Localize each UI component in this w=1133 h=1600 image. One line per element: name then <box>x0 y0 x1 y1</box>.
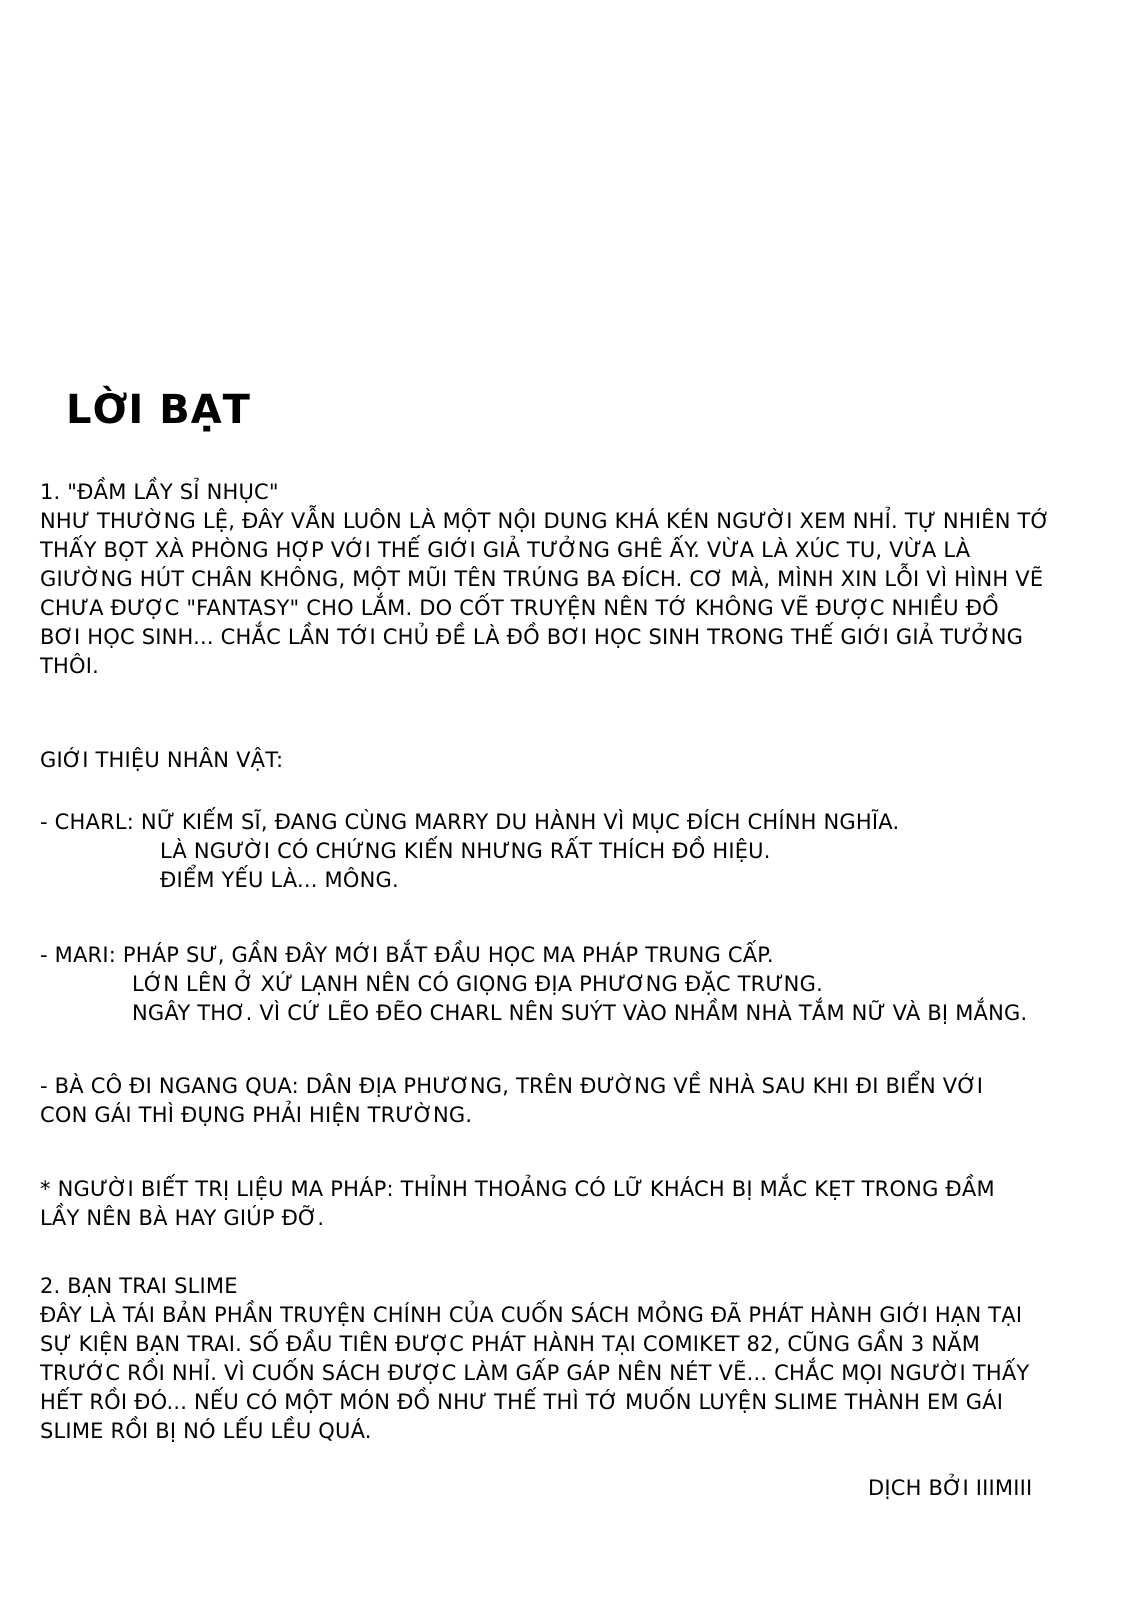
section-1-line-6: THÔI. <box>40 654 100 678</box>
section-1-line-4: CHƯA ĐƯỢC "FANTASY" CHO LẮM. DO CỐT TRUYỆN NÊN TỚ KHÔNG VẼ ĐƯỢC NHIỀU ĐỒ <box>40 596 999 620</box>
footnote <box>40 1175 995 1233</box>
character-passing-lady <box>40 1072 983 1130</box>
lady-line-2: CON GÁI THÌ ĐỤNG PHẢI HIỆN TRƯỜNG. <box>40 1103 473 1127</box>
characters-heading-block <box>40 746 283 775</box>
section-1-line-2: THẤY BỌT XÀ PHÒNG HỢP VỚI THẾ GIỚI GIẢ TƯỞNG GHÊ ẤY. VỪA LÀ XÚC TU, VỪA LÀ <box>40 538 971 562</box>
section-2-line-2: SỰ KIỆN BẠN TRAI. SỐ ĐẦU TIÊN ĐƯỢC PHÁT HÀNH TẠI COMIKET 82, CŨNG GẦN 3 NĂM <box>40 1332 981 1356</box>
charl-line-2: LÀ NGƯỜI CÓ CHỨNG KIẾN NHƯNG RẤT THÍCH ĐỒ HIỆU. <box>160 839 771 863</box>
section-2-line-5: SLIME RỒI BỊ NÓ LẾU LỀU QUÁ. <box>40 1419 372 1443</box>
note-line-1: * NGƯỜI BIẾT TRỊ LIỆU MA PHÁP: THỈNH THOẢNG CÓ LỮ KHÁCH BỊ MẮC KẸT TRONG ĐẦM <box>40 1177 995 1201</box>
characters-heading: GIỚI THIỆU NHÂN VẬT: <box>40 748 284 772</box>
section-1-line-1: NHƯ THƯỜNG LỆ, ĐÂY VẪN LUÔN LÀ MỘT NỘI DUNG KHÁ KÉN NGƯỜI XEM NHỈ. TỰ NHIÊN TỚ <box>40 509 1050 533</box>
section-1-line-5: BƠI HỌC SINH... CHẮC LẦN TỚI CHỦ ĐỀ LÀ ĐỒ BƠI HỌC SINH TRONG THẾ GIỚI GIẢ TƯỞNG <box>40 625 1024 649</box>
mari-line-1: - MARI: PHÁP SƯ, GẦN ĐÂY MỚI BẮT ĐẦU HỌC MA PHÁP TRUNG CẤP. <box>40 943 774 967</box>
section-2-line-3: TRƯỚC RỒI NHỈ. VÌ CUỐN SÁCH ĐƯỢC LÀM GẤP GÁP NÊN NÉT VẼ... CHẮC MỌI NGƯỜI THẤY <box>40 1361 1030 1385</box>
section-1 <box>40 478 1050 681</box>
section-2-heading: 2. BẠN TRAI SLIME <box>40 1274 238 1298</box>
charl-line-3: ĐIỂM YẾU LÀ... MÔNG. <box>160 868 399 892</box>
section-2-line-1: ĐÂY LÀ TÁI BẢN PHẦN TRUYỆN CHÍNH CỦA CUỐN SÁCH MỎNG ĐÃ PHÁT HÀNH GIỚI HẠN TẠI <box>40 1303 1023 1327</box>
page-title: LỜI BẠT <box>66 387 251 433</box>
section-1-line-3: GIƯỜNG HÚT CHÂN KHÔNG, MỘT MŨI TÊN TRÚNG BA ĐÍCH. CƠ MÀ, MÌNH XIN LỖI VÌ HÌNH VẼ <box>40 567 1044 591</box>
mari-line-2: LỚN LÊN Ở XỨ LẠNH NÊN CÓ GIỌNG ĐỊA PHƯƠNG ĐẶC TRƯNG. <box>132 972 823 996</box>
section-2-line-4: HẾT RỒI ĐÓ... NẾU CÓ MỘT MÓN ĐỒ NHƯ THẾ THÌ TỚ MUỐN LUYỆN SLIME THÀNH EM GÁI <box>40 1390 1004 1414</box>
character-mari <box>40 941 1027 1028</box>
character-charl <box>40 808 899 895</box>
mari-line-3: NGÂY THƠ. VÌ CỨ LẼO ĐẼO CHARL NÊN SUÝT VÀO NHẦM NHÀ TẮM NỮ VÀ BỊ MẮNG. <box>132 1001 1028 1025</box>
lady-line-1: - BÀ CÔ ĐI NGANG QUA: DÂN ĐỊA PHƯƠNG, TRÊN ĐƯỜNG VỀ NHÀ SAU KHI ĐI BIỂN VỚI <box>40 1074 984 1098</box>
section-1-heading: 1. "ĐẦM LẦY SỈ NHỤC" <box>40 480 279 504</box>
charl-line-1: - CHARL: NỮ KIẾM SĨ, ĐANG CÙNG MARRY DU HÀNH VÌ MỤC ĐÍCH CHÍNH NGHĨA. <box>40 810 900 834</box>
note-line-2: LẦY NÊN BÀ HAY GIÚP ĐỠ. <box>40 1206 325 1230</box>
section-2 <box>40 1272 1029 1446</box>
translator-credit: DỊCH BỞI IIIMIII <box>868 1476 1033 1500</box>
